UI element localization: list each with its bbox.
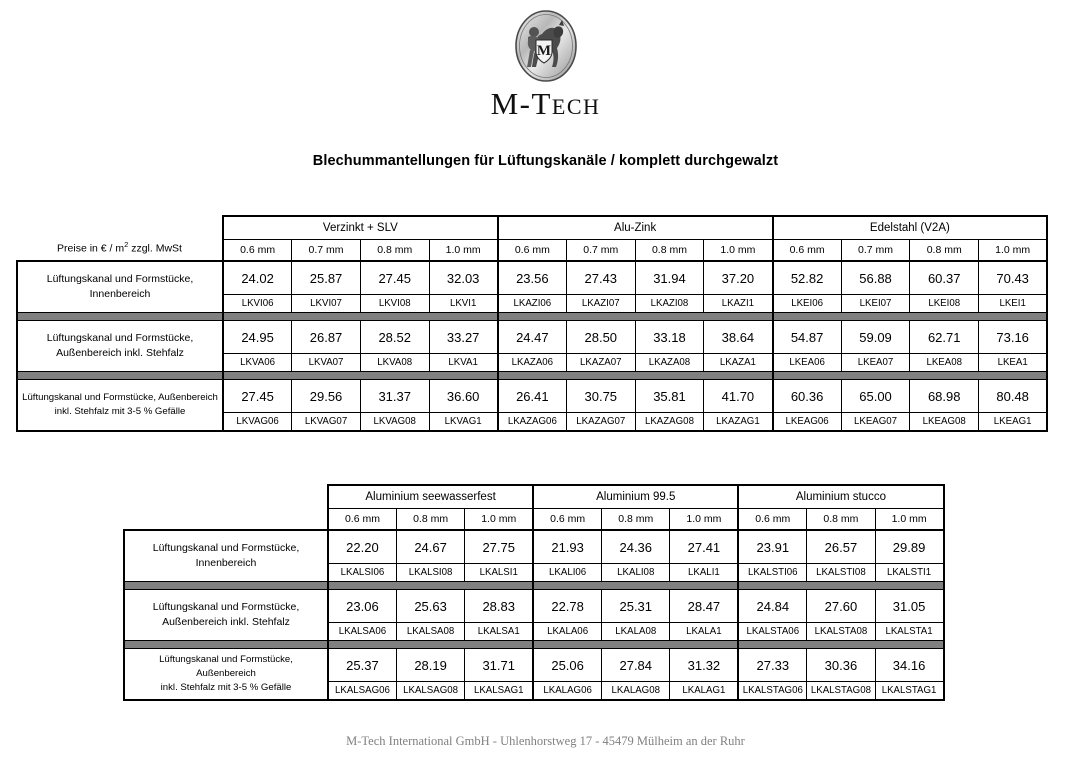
row-separator-seg <box>875 582 943 590</box>
price-cell: 34.16 <box>875 649 943 682</box>
price-table-2-wrapper <box>0 484 1091 701</box>
article-code-cell: LKAZI08 <box>635 295 704 313</box>
article-code-cell: LKEI06 <box>773 295 842 313</box>
price-cell: 25.37 <box>328 649 396 682</box>
price-cell: 24.02 <box>223 261 292 295</box>
row-separator-seg <box>292 313 361 321</box>
row-label: Lüftungskanal und Formstücke, Innenbereich <box>17 261 223 313</box>
article-code-cell: LKALSTAG1 <box>875 682 943 701</box>
article-code-cell: LKALA08 <box>602 623 670 641</box>
article-code-cell: LKVAG1 <box>429 413 498 432</box>
page-title: Blechummantellungen für Lüftungskanäle / komplett durchgewalzt <box>312 153 779 169</box>
price-cell: 80.48 <box>979 380 1048 413</box>
article-code-cell: LKALAG06 <box>533 682 601 701</box>
thickness-header-cell: 0.6 mm <box>223 240 292 262</box>
row-separator <box>17 372 1047 380</box>
price-cell: 25.06 <box>533 649 601 682</box>
thickness-header-cell: 0.7 mm <box>292 240 361 262</box>
price-table-2 <box>123 484 945 701</box>
price-cell: 26.87 <box>292 321 361 354</box>
row-label: Lüftungskanal und Formstücke, Außenbereich inkl. Stehfalz mit 3-5 % Gefälle <box>124 649 328 701</box>
thickness-header-cell: 0.7 mm <box>841 240 910 262</box>
thickness-header-cell: 0.6 mm <box>533 509 601 531</box>
price-cell: 73.16 <box>979 321 1048 354</box>
row-separator-seg <box>979 313 1048 321</box>
article-code-cell: LKALSTAG08 <box>807 682 875 701</box>
row-separator-seg <box>738 582 806 590</box>
row-separator-seg <box>807 582 875 590</box>
article-code-cell: LKAZAG1 <box>704 413 773 432</box>
article-code-cell: LKALSI06 <box>328 564 396 582</box>
row-separator-seg <box>704 313 773 321</box>
price-cell: 60.36 <box>773 380 842 413</box>
article-code-cell: LKALI08 <box>602 564 670 582</box>
table-row <box>124 590 944 623</box>
article-code-cell: LKALSTI1 <box>875 564 943 582</box>
row-separator-seg <box>498 313 567 321</box>
article-code-cell: LKEAG06 <box>773 413 842 432</box>
price-cell: 31.05 <box>875 590 943 623</box>
svg-text:M: M <box>536 43 551 59</box>
price-cell: 23.06 <box>328 590 396 623</box>
price-cell: 60.37 <box>910 261 979 295</box>
row-separator-seg <box>910 372 979 380</box>
article-code-cell: LKALSAG08 <box>396 682 464 701</box>
price-cell: 28.52 <box>360 321 429 354</box>
article-code-cell: LKALSA08 <box>396 623 464 641</box>
row-separator-seg <box>875 641 943 649</box>
price-cell: 26.41 <box>498 380 567 413</box>
article-code-cell: LKAZAG06 <box>498 413 567 432</box>
article-code-cell: LKVAG06 <box>223 413 292 432</box>
row-separator-seg <box>841 313 910 321</box>
brand-header <box>0 0 1091 119</box>
thickness-header-cell: 1.0 mm <box>979 240 1048 262</box>
material-group-header: Aluminium stucco <box>738 485 943 509</box>
article-code-cell: LKALI1 <box>670 564 738 582</box>
price-cell: 33.18 <box>635 321 704 354</box>
article-code-cell: LKAZI06 <box>498 295 567 313</box>
article-code-cell: LKALSTA08 <box>807 623 875 641</box>
price-cell: 24.67 <box>396 530 464 564</box>
price-cell: 24.95 <box>223 321 292 354</box>
price-cell: 38.64 <box>704 321 773 354</box>
row-separator-seg <box>738 641 806 649</box>
row-separator-seg <box>396 582 464 590</box>
table-row <box>17 261 1047 295</box>
price-cell: 36.60 <box>429 380 498 413</box>
row-separator-seg <box>223 372 292 380</box>
price-cell: 27.75 <box>465 530 533 564</box>
group-header-row <box>17 216 1047 240</box>
price-cell: 28.83 <box>465 590 533 623</box>
thickness-header-cell: 1.0 mm <box>875 509 943 531</box>
price-cell: 52.82 <box>773 261 842 295</box>
row-separator-seg <box>602 641 670 649</box>
row-separator-seg <box>533 582 601 590</box>
article-code-cell: LKEA1 <box>979 354 1048 372</box>
price-cell: 31.71 <box>465 649 533 682</box>
price-cell: 25.31 <box>602 590 670 623</box>
row-separator-seg <box>533 641 601 649</box>
price-cell: 70.43 <box>979 261 1048 295</box>
row-separator <box>124 582 944 590</box>
price-cell: 59.09 <box>841 321 910 354</box>
price-cell: 29.89 <box>875 530 943 564</box>
row-separator-seg <box>773 372 842 380</box>
article-code-cell: LKEAG08 <box>910 413 979 432</box>
row-separator-seg <box>360 372 429 380</box>
article-code-cell: LKALSAG06 <box>328 682 396 701</box>
price-cell: 28.47 <box>670 590 738 623</box>
article-code-cell: LKEA08 <box>910 354 979 372</box>
row-label: Lüftungskanal und Formstücke, Innenbereich <box>124 530 328 582</box>
price-cell: 27.41 <box>670 530 738 564</box>
article-code-cell: LKAZI1 <box>704 295 773 313</box>
row-separator-seg <box>465 641 533 649</box>
row-separator-seg <box>979 372 1048 380</box>
row-separator-seg <box>429 313 498 321</box>
article-code-cell: LKAZA06 <box>498 354 567 372</box>
horse-rider-emblem-icon <box>512 8 580 84</box>
article-code-cell: LKVI06 <box>223 295 292 313</box>
thickness-header-cell: 0.6 mm <box>738 509 806 531</box>
row-separator-seg <box>910 313 979 321</box>
row-separator-label-seg <box>124 582 328 590</box>
row-separator-seg <box>498 372 567 380</box>
price-cell: 25.63 <box>396 590 464 623</box>
article-code-cell: LKVI08 <box>360 295 429 313</box>
price-unit-caption: Preise in € / $m^2$ zzgl. MwSt <box>57 239 182 254</box>
price-cell: 24.47 <box>498 321 567 354</box>
price-cell: 24.36 <box>602 530 670 564</box>
article-code-cell: LKEA07 <box>841 354 910 372</box>
row-separator-seg <box>223 313 292 321</box>
article-code-cell: LKVAG08 <box>360 413 429 432</box>
price-cell: 27.43 <box>566 261 635 295</box>
thickness-header-cell: 1.0 mm <box>465 509 533 531</box>
price-cell: 54.87 <box>773 321 842 354</box>
material-group-header: Verzinkt + SLV <box>223 216 498 240</box>
thickness-header-cell: 1.0 mm <box>704 240 773 262</box>
thickness-header-cell: 0.8 mm <box>602 509 670 531</box>
thickness-header-cell: 1.0 mm <box>670 509 738 531</box>
row-label: Lüftungskanal und Formstücke, Außenbereich inkl. Stehfalz <box>124 590 328 641</box>
article-code-cell: LKVAG07 <box>292 413 361 432</box>
row-separator-seg <box>328 582 396 590</box>
article-code-cell: LKALSTI06 <box>738 564 806 582</box>
price-cell: 31.32 <box>670 649 738 682</box>
article-code-cell: LKEA06 <box>773 354 842 372</box>
article-code-cell: LKAZI07 <box>566 295 635 313</box>
price-cell: 62.71 <box>910 321 979 354</box>
table-row <box>17 321 1047 354</box>
article-code-cell: LKVI1 <box>429 295 498 313</box>
price-cell: 23.56 <box>498 261 567 295</box>
thickness-header-cell: 1.0 mm <box>429 240 498 262</box>
price-cell: 68.98 <box>910 380 979 413</box>
price-cell: 41.70 <box>704 380 773 413</box>
price-cell: 29.56 <box>292 380 361 413</box>
article-code-cell: LKALSAG1 <box>465 682 533 701</box>
row-separator-seg <box>328 641 396 649</box>
price-cell: 31.37 <box>360 380 429 413</box>
row-separator-seg <box>566 372 635 380</box>
article-code-cell: LKALSTAG06 <box>738 682 806 701</box>
article-code-cell: LKALA1 <box>670 623 738 641</box>
material-group-header: Alu-Zink <box>498 216 773 240</box>
price-cell: 27.60 <box>807 590 875 623</box>
row-separator-seg <box>635 372 704 380</box>
article-code-cell: LKALSTA1 <box>875 623 943 641</box>
row-separator-seg <box>602 582 670 590</box>
article-code-cell: LKAZA1 <box>704 354 773 372</box>
price-cell: 27.45 <box>360 261 429 295</box>
thickness-header-cell: 0.8 mm <box>910 240 979 262</box>
row-separator-seg <box>635 313 704 321</box>
row-separator-seg <box>841 372 910 380</box>
row-separator <box>124 641 944 649</box>
thickness-header-cell: 0.6 mm <box>328 509 396 531</box>
row-separator-seg <box>773 313 842 321</box>
article-code-cell: LKAZAG07 <box>566 413 635 432</box>
price-cell: 27.33 <box>738 649 806 682</box>
row-separator-seg <box>292 372 361 380</box>
row-label: Lüftungskanal und Formstücke, Außenbereich inkl. Stehfalz <box>17 321 223 372</box>
article-code-cell: LKALAG1 <box>670 682 738 701</box>
price-cell: 37.20 <box>704 261 773 295</box>
article-code-cell: LKAZA07 <box>566 354 635 372</box>
article-code-cell: LKVA08 <box>360 354 429 372</box>
row-separator-label-seg <box>17 313 223 321</box>
thickness-header-cell: 0.8 mm <box>360 240 429 262</box>
price-cell: 23.91 <box>738 530 806 564</box>
thickness-header-cell: 0.8 mm <box>396 509 464 531</box>
row-separator-seg <box>396 641 464 649</box>
price-cell: 56.88 <box>841 261 910 295</box>
thickness-header-cell: 0.6 mm <box>498 240 567 262</box>
article-code-cell: LKEAG07 <box>841 413 910 432</box>
row-separator-seg <box>566 313 635 321</box>
article-code-cell: LKALSI1 <box>465 564 533 582</box>
price-cell: 28.50 <box>566 321 635 354</box>
row-separator-seg <box>429 372 498 380</box>
article-code-cell: LKALSA1 <box>465 623 533 641</box>
price-cell: 33.27 <box>429 321 498 354</box>
row-separator-seg <box>670 582 738 590</box>
brand-wordmark: M-Tech <box>490 86 601 121</box>
price-cell: 32.03 <box>429 261 498 295</box>
row-separator-seg <box>807 641 875 649</box>
group-header-row <box>124 485 944 509</box>
row-separator-label-seg <box>124 641 328 649</box>
thickness-header-cell: 0.7 mm <box>566 240 635 262</box>
material-group-header: Edelstahl (V2A) <box>773 216 1048 240</box>
material-group-header: Aluminium seewasserfest <box>328 485 533 509</box>
price-cell: 21.93 <box>533 530 601 564</box>
article-code-cell: LKEI08 <box>910 295 979 313</box>
article-code-cell: LKAZAG08 <box>635 413 704 432</box>
thickness-header-cell: 0.8 mm <box>635 240 704 262</box>
article-code-cell: LKVA1 <box>429 354 498 372</box>
price-cell: 35.81 <box>635 380 704 413</box>
article-code-cell: LKALAG08 <box>602 682 670 701</box>
row-separator-seg <box>465 582 533 590</box>
row-separator-seg <box>360 313 429 321</box>
article-code-cell: LKVI07 <box>292 295 361 313</box>
price-cell: 26.57 <box>807 530 875 564</box>
article-code-cell: LKAZA08 <box>635 354 704 372</box>
article-code-cell: LKALSA06 <box>328 623 396 641</box>
article-code-cell: LKALA06 <box>533 623 601 641</box>
row-separator-seg <box>704 372 773 380</box>
article-code-cell: LKALSI08 <box>396 564 464 582</box>
price-table-1 <box>16 215 1048 432</box>
article-code-cell: LKALI06 <box>533 564 601 582</box>
article-code-cell: LKVA07 <box>292 354 361 372</box>
article-code-cell: LKEAG1 <box>979 413 1048 432</box>
article-code-cell: LKEI1 <box>979 295 1048 313</box>
price-cell: 30.36 <box>807 649 875 682</box>
row-separator-seg <box>670 641 738 649</box>
corner-cell <box>124 485 328 530</box>
price-cell: 30.75 <box>566 380 635 413</box>
footer-company-line: M-Tech International GmbH - Uhlenhorstweg 17 - 45479 Mülheim an der Ruhr <box>346 734 745 748</box>
table-row <box>17 380 1047 413</box>
price-cell: 22.78 <box>533 590 601 623</box>
row-label: Lüftungskanal und Formstücke, Außenbereich inkl. Stehfalz mit 3-5 % Gefälle <box>17 380 223 432</box>
price-cell: 28.19 <box>396 649 464 682</box>
thickness-header-cell: 0.6 mm <box>773 240 842 262</box>
price-cell: 65.00 <box>841 380 910 413</box>
row-separator <box>17 313 1047 321</box>
price-cell: 22.20 <box>328 530 396 564</box>
price-cell: 31.94 <box>635 261 704 295</box>
article-code-cell: LKALSTI08 <box>807 564 875 582</box>
table-row <box>124 530 944 564</box>
price-cell: 27.45 <box>223 380 292 413</box>
price-table-1-wrapper <box>0 215 1091 432</box>
price-cell: 24.84 <box>738 590 806 623</box>
article-code-cell: LKVA06 <box>223 354 292 372</box>
price-cell: 25.87 <box>292 261 361 295</box>
row-separator-label-seg <box>17 372 223 380</box>
thickness-header-cell: 0.8 mm <box>807 509 875 531</box>
article-code-cell: LKALSTA06 <box>738 623 806 641</box>
material-group-header: Aluminium 99.5 <box>533 485 738 509</box>
price-cell: 27.84 <box>602 649 670 682</box>
table-row <box>124 649 944 682</box>
article-code-cell: LKEI07 <box>841 295 910 313</box>
